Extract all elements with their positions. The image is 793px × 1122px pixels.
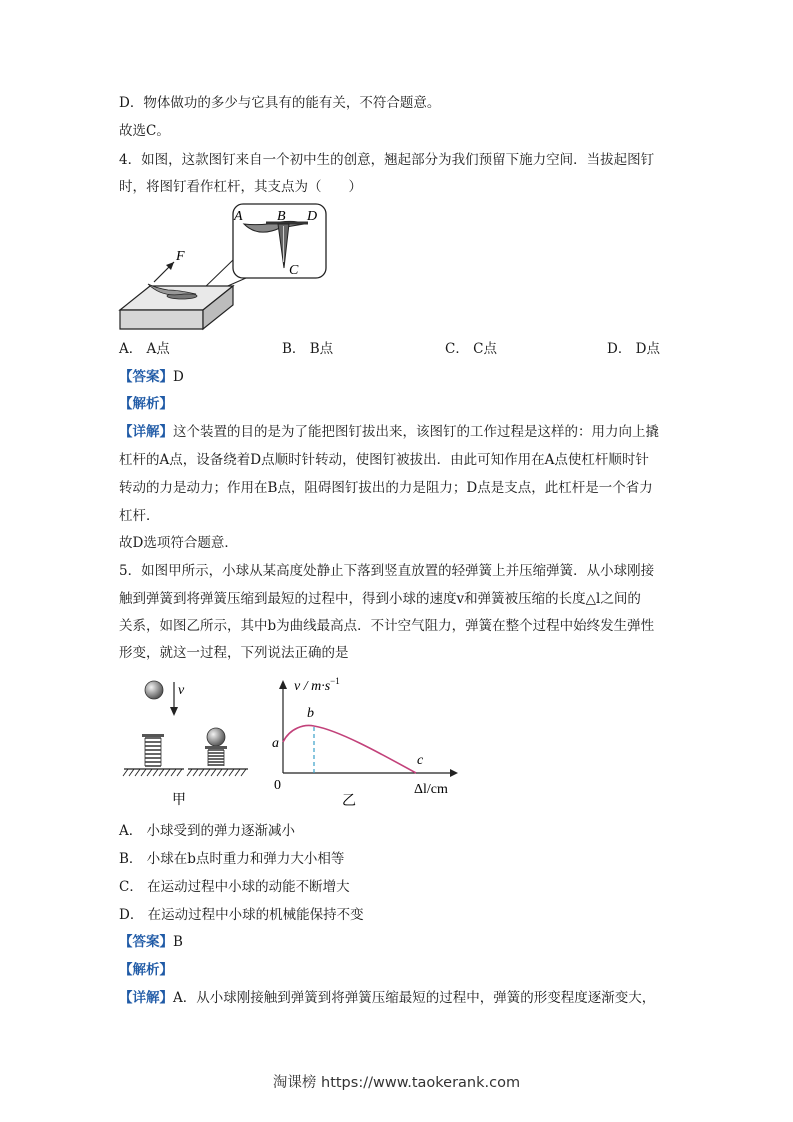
figure-label-jia: 甲 xyxy=(172,793,186,808)
text-line: D．物体做功的多少与它具有的能有关，不符合题意。 xyxy=(119,95,441,111)
answer-tag: 【答案】 xyxy=(119,934,173,950)
figure-label-yi: 乙 xyxy=(342,794,356,809)
detail-tag: 【详解】 xyxy=(119,990,173,1006)
label-f: F xyxy=(176,249,185,264)
q4-option-d: D． D点 xyxy=(607,341,660,357)
q4-conclusion: 故D选项符合题意． xyxy=(119,535,238,551)
origin-label: 0 xyxy=(274,778,281,793)
y-axis-label: $v / m\cdot s^{-1}$ xyxy=(294,676,340,694)
q5-option-a: A． 小球受到的弹力逐渐减小 xyxy=(119,823,296,839)
thumbtack-figure xyxy=(118,202,338,334)
detail-tag: 【详解】 xyxy=(119,424,173,440)
detail-text: A．从小球刚接触到弹簧到将弹簧压缩最短的过程中，弹簧的形变程度逐渐变大， xyxy=(173,990,656,1006)
answer-tag: 【答案】 xyxy=(119,369,173,385)
velocity-compression-graph xyxy=(268,672,468,812)
question-5-stem: 形变，就这一过程，下列说法正确的是 xyxy=(119,645,349,661)
x-axis-label: Δl/cm xyxy=(414,782,448,797)
q5-option-c: C． 在运动过程中小球的动能不断增大 xyxy=(119,879,350,895)
velocity-curve xyxy=(283,726,416,773)
question-4-stem: 时，将图钉看作杠杆，其支点为（ ） xyxy=(119,179,362,195)
q5-detail xyxy=(119,989,655,1007)
question-5-stem: 关系，如图乙所示，其中b为曲线最高点．不计空气阻力，弹簧在整个过程中始终发生弹性 xyxy=(119,618,655,634)
q4-option-a: A． A点 xyxy=(119,341,170,357)
q4-detail-line: 杠杆． xyxy=(119,508,160,524)
q4-option-b: B． B点 xyxy=(282,341,334,357)
ball-spring-figure xyxy=(120,672,260,812)
point-b-label: b xyxy=(307,706,314,721)
label-d: D xyxy=(307,209,318,224)
ball xyxy=(145,681,163,699)
footer-watermark: 淘课榜 https://www.taokerank.com xyxy=(272,1075,521,1091)
question-5-stem: 触到弹簧到将弹簧压缩到最短的过程中，得到小球的速度v和弹簧被压缩的长度△l之间的 xyxy=(119,591,641,607)
label-a: A xyxy=(234,209,243,224)
text-line: 故选C。 xyxy=(119,123,170,139)
label-c: C xyxy=(289,263,299,278)
q4-detail xyxy=(119,423,659,441)
answer-value: D xyxy=(173,369,184,385)
point-a-label: a xyxy=(272,736,279,751)
q4-detail-line: 转动的力是动力；作用在B点，阻碍图钉拔出的力是阻力；D点是支点，此杠杆是一个省力 xyxy=(119,480,653,496)
q5-analysis-tag: 【解析】 xyxy=(119,962,173,978)
q5-answer xyxy=(119,933,183,951)
q4-option-c: C． C点 xyxy=(445,341,497,357)
point-c-label: c xyxy=(417,753,424,768)
q5-option-b: B． 小球在b点时重力和弹力大小相等 xyxy=(119,851,345,867)
q4-detail-line: 杠杆的A点，设备绕着D点顺时针转动，使图钉被拔出．由此可知作用在A点使杠杆顺时针 xyxy=(119,452,649,468)
q5-option-d: D． 在运动过程中小球的机械能保持不变 xyxy=(119,907,364,923)
label-b: B xyxy=(277,209,286,224)
question-5-stem: 5．如图甲所示，小球从某高度处静止下落到竖直放置的轻弹簧上并压缩弹簧．从小球刚接 xyxy=(119,563,655,579)
q4-analysis-tag: 【解析】 xyxy=(119,396,173,412)
detail-text: 这个装置的目的是为了能把图钉拔出来，该图钉的工作过程是这样的：用力向上撬 xyxy=(173,424,659,440)
label-v: v xyxy=(178,683,185,698)
answer-value: B xyxy=(173,934,183,950)
q4-answer xyxy=(119,368,184,386)
question-4-stem: 4．如图，这款图钉来自一个初中生的创意，翘起部分为我们预留下施力空间．当拔起图钉 xyxy=(119,152,655,168)
